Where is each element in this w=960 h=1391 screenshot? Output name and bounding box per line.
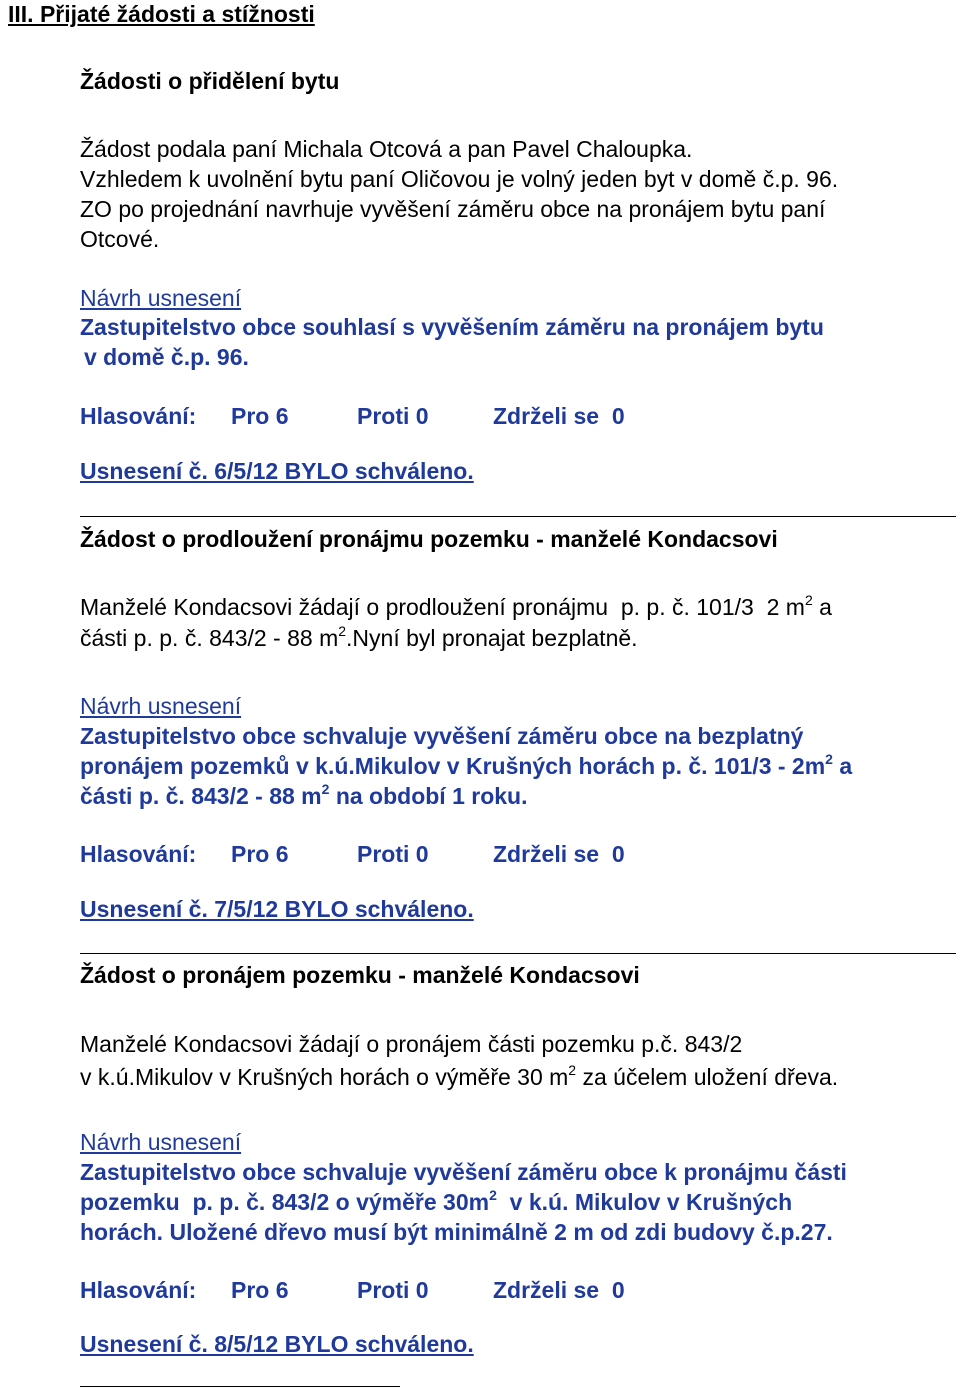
item2-body-line <box>80 593 832 621</box>
superscript: 2 <box>804 592 813 608</box>
vote-label: Hlasování: <box>80 841 197 867</box>
item3-body-line: Manželé Kondacsovi žádají o pronájem části pozemku p.č. 843/2 <box>80 1031 743 1057</box>
superscript: 2 <box>489 1187 497 1203</box>
section-title: III. Přijaté žádosti a stížnosti <box>8 1 315 27</box>
item2-proposal-line <box>80 752 852 780</box>
text: pronájem pozemků v k.ú.Mikulov v Krušných horách p. č. 101/3 - 2m <box>80 753 826 779</box>
divider <box>80 1386 400 1387</box>
text: a <box>832 753 853 779</box>
divider <box>80 516 956 517</box>
superscript: 2 <box>338 623 347 639</box>
item2-heading: Žádost o prodloužení pronájmu pozemku - manželé Kondacsovi <box>80 526 778 552</box>
text: na období 1 roku. <box>329 783 528 809</box>
vote-pro: Pro 6 <box>231 1277 289 1303</box>
item1-proposal-label: Návrh usnesení <box>80 285 242 311</box>
item1-body-line: Vzhledem k uvolnění bytu paní Oličovou je volný jeden byt v domě č.p. 96. <box>80 166 839 192</box>
vote-pro: Pro 6 <box>231 841 289 867</box>
text: za účelem uložení dřeva. <box>576 1064 839 1090</box>
vote-proti: Proti 0 <box>357 403 429 429</box>
item3-proposal-line: horách. Uložené dřevo musí být minimálně 2 m od zdi budovy č.p.27. <box>80 1219 833 1245</box>
vote-label: Hlasování: <box>80 1277 197 1303</box>
text: .Nyní byl pronajat bezplatně. <box>346 625 638 651</box>
superscript: 2 <box>825 751 833 767</box>
item3-heading: Žádost o pronájem pozemku - manželé Kondacsovi <box>80 962 640 988</box>
item3-proposal-label: Návrh usnesení <box>80 1129 242 1155</box>
item1-resolution: Usnesení č. 6/5/12 BYLO schváleno. <box>80 458 474 484</box>
vote-zdrzeli: Zdrželi se 0 <box>493 841 625 867</box>
item2-proposal-line <box>80 782 528 810</box>
item1-body-line: Žádost podala paní Michala Otcová a pan Pavel Chaloupka. <box>80 136 693 162</box>
item2-proposal-label: Návrh usnesení <box>80 693 242 719</box>
divider <box>80 953 956 954</box>
item3-proposal-line <box>80 1188 792 1216</box>
text: pozemku p. p. č. 843/2 o výměře 30m <box>80 1189 490 1215</box>
vote-zdrzeli: Zdrželi se 0 <box>493 403 625 429</box>
text: části p. p. č. 843/2 - 88 m <box>80 625 339 651</box>
vote-label: Hlasování: <box>80 403 197 429</box>
text: a <box>812 594 832 620</box>
item2-resolution: Usnesení č. 7/5/12 BYLO schváleno. <box>80 896 474 922</box>
item2-body-line <box>80 624 638 652</box>
text: v k.ú. Mikulov v Krušných <box>496 1189 793 1215</box>
vote-pro: Pro 6 <box>231 403 289 429</box>
vote-proti: Proti 0 <box>357 841 429 867</box>
item1-heading: Žádosti o přidělení bytu <box>80 68 340 94</box>
item1-proposal-line: Zastupitelstvo obce souhlasí s vyvěšením záměru na pronájem bytu <box>80 314 824 340</box>
item3-body-line <box>80 1063 838 1091</box>
text: v k.ú.Mikulov v Krušných horách o výměře 30 m <box>80 1064 569 1090</box>
text: části p. č. 843/2 - 88 m <box>80 783 322 809</box>
item1-proposal-line: v domě č.p. 96. <box>84 344 249 370</box>
vote-proti: Proti 0 <box>357 1277 429 1303</box>
vote-zdrzeli: Zdrželi se 0 <box>493 1277 625 1303</box>
superscript: 2 <box>321 781 330 797</box>
item1-body-line: ZO po projednání navrhuje vyvěšení záměru obce na pronájem bytu paní <box>80 196 826 222</box>
text: Manželé Kondacsovi žádají o prodloužení pronájmu p. p. č. 101/3 2 m <box>80 594 805 620</box>
item1-body-line: Otcové. <box>80 226 160 252</box>
item3-resolution: Usnesení č. 8/5/12 BYLO schváleno. <box>80 1331 474 1357</box>
item3-proposal-line: Zastupitelstvo obce schvaluje vyvěšení záměru obce k pronájmu části <box>80 1159 847 1185</box>
superscript: 2 <box>568 1062 577 1078</box>
item2-proposal-line: Zastupitelstvo obce schvaluje vyvěšení záměru obce na bezplatný <box>80 723 804 749</box>
